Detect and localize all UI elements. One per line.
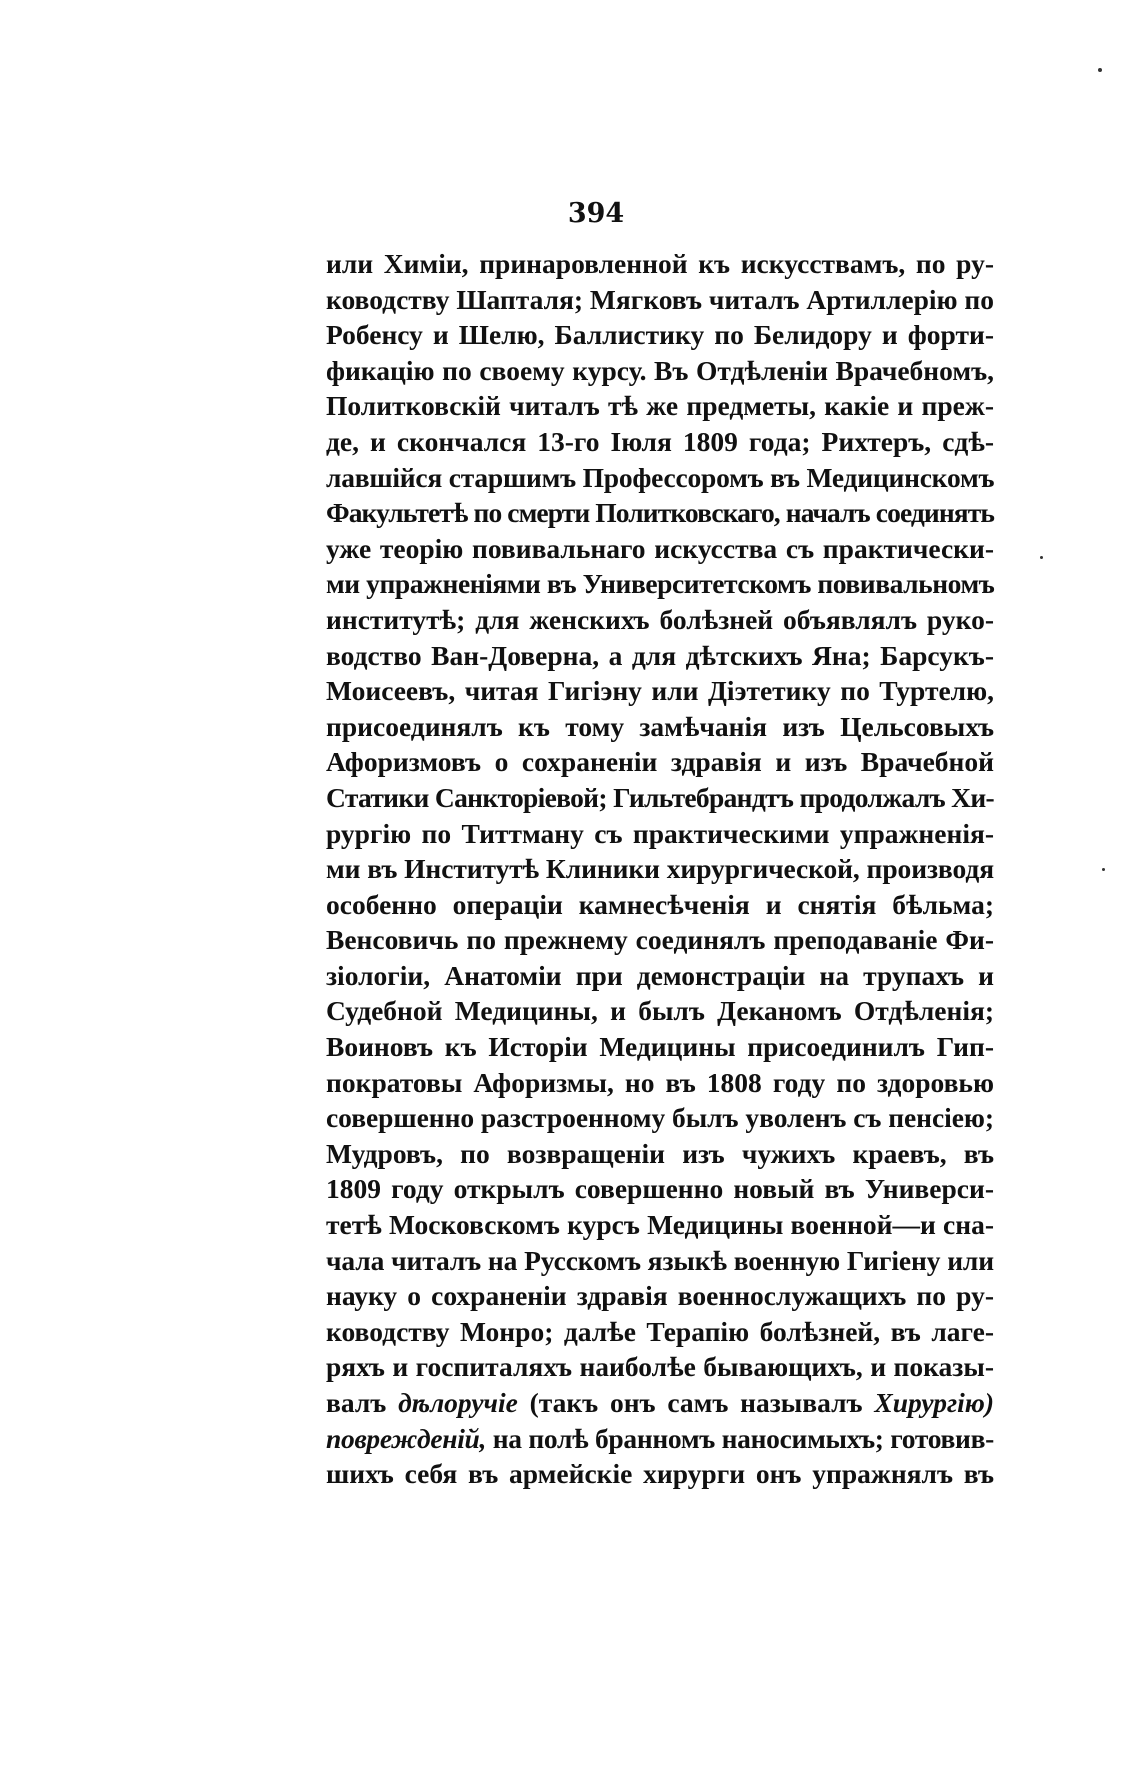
- text-line: [326, 1207, 994, 1243]
- text-run: Политковскій читалъ тѣ же предметы, какіе и преж-: [326, 390, 994, 422]
- text-run: рургію по Титтману съ практическими упражненія-: [326, 817, 994, 849]
- text-run: совершенно разстроенному былъ уволенъ съ пенсіею;: [326, 1102, 995, 1134]
- text-line: [326, 1314, 994, 1350]
- text-run: или Химіи, принаровленной къ искусствамъ, по ру-: [326, 248, 994, 279]
- text-line: [326, 780, 994, 816]
- text-run: де, и скончался 13-го Іюля 1809 года; Рихтеръ, сдѣ-: [326, 425, 994, 457]
- text-line: [326, 958, 994, 994]
- text-run: особенно операціи камнесѣченія и снятія бѣльма;: [326, 888, 994, 920]
- text-run: ководству Монро; далѣе Терапію болѣзней, въ лаге-: [326, 1315, 994, 1347]
- print-speck: [1098, 68, 1102, 72]
- text-run: на полѣ бранномъ наносимыхъ; готовив-: [486, 1422, 994, 1454]
- text-line: [326, 317, 994, 353]
- text-run: Судебной Медицины, и былъ Деканомъ Отдѣленія;: [326, 995, 994, 1027]
- text-line: [326, 744, 994, 780]
- text-run: фикацію по своему курсу. Въ Отдѣленіи Врачебномъ,: [326, 354, 994, 386]
- text-run: пократовы Афоризмы, но въ 1808 году по здоровью: [326, 1066, 994, 1098]
- text-line: [326, 1136, 994, 1172]
- text-line: [326, 851, 994, 887]
- text-line: [326, 1243, 994, 1279]
- text-run: ководству Шапталя; Мягковъ читалъ Артиллерію по: [326, 283, 995, 315]
- text-line: [326, 922, 994, 958]
- text-run: тетѣ Московскомъ курсъ Медицины военной—и сна-: [326, 1209, 994, 1241]
- text-line: [326, 1278, 994, 1314]
- text-run: лавшійся старшимъ Профессоромъ въ Медицинскомъ: [326, 461, 995, 493]
- text-line: [326, 673, 994, 709]
- text-line: [326, 1171, 994, 1207]
- text-run: ми упражненіями въ Университетскомъ повивальномъ: [326, 568, 995, 600]
- text-run: уже теорію повивальнаго искусства съ практически-: [326, 532, 994, 564]
- italic-text: поврежденій,: [326, 1422, 487, 1454]
- text-run: шихъ себя въ армейскіе хирурги онъ упражнялъ въ: [326, 1458, 994, 1490]
- text-line: [326, 1421, 994, 1457]
- text-run: валъ: [326, 1387, 399, 1418]
- italic-text: Хирургію): [874, 1387, 995, 1418]
- text-line: [326, 1065, 994, 1101]
- text-run: Венсовичь по прежнему соединялъ преподаваніе Фи-: [326, 924, 994, 956]
- text-line: [326, 993, 994, 1029]
- text-run: зіологіи, Анатоміи при демонстраціи на трупахъ и: [326, 959, 994, 991]
- text-line: [326, 566, 994, 602]
- text-line: [326, 246, 994, 282]
- body-text: [326, 246, 994, 1492]
- text-line: [326, 495, 994, 531]
- text-run: науку о сохраненіи здравія военнослужащихъ по ру-: [326, 1280, 994, 1312]
- print-speck: [1040, 556, 1043, 559]
- text-line: [326, 531, 994, 567]
- text-line: [326, 424, 994, 460]
- text-line: [326, 638, 994, 674]
- text-run: 1809 году открылъ совершенно новый въ Универси-: [326, 1173, 994, 1205]
- text-line: [326, 816, 994, 852]
- text-run: ми въ Институтѣ Клиники хирургической, производя: [326, 853, 994, 885]
- text-line: [326, 388, 994, 424]
- text-line: [326, 353, 994, 389]
- text-run: присоединялъ къ тому замѣчанія изъ Цельсовыхъ: [326, 710, 994, 742]
- text-run: Мудровъ, по возвращеніи изъ чужихъ краевъ, въ: [326, 1137, 994, 1169]
- text-line: [326, 1029, 994, 1065]
- text-run: водство Ван-Доверна, а для дѣтскихъ Яна; Барсукъ-: [326, 639, 994, 671]
- text-line: [326, 1456, 994, 1492]
- text-run: Афоризмовъ о сохраненіи здравія и изъ Врачебной: [326, 746, 994, 778]
- text-run: Моисеевъ, читая Гигіэну или Діэтетику по Туртелю,: [326, 675, 994, 707]
- text-line: [326, 282, 994, 318]
- text-line: [326, 460, 994, 496]
- text-line: [326, 887, 994, 923]
- text-run: (такъ онъ самъ называлъ: [517, 1387, 875, 1418]
- text-run: ряхъ и госпиталяхъ наиболѣе бывающихъ, и показы-: [326, 1351, 994, 1383]
- text-line: [326, 1385, 994, 1421]
- text-line: [326, 1349, 994, 1385]
- text-run: Факультетѣ по смерти Политковскаго, началъ соединять: [326, 497, 994, 529]
- text-line: [326, 709, 994, 745]
- text-line: [326, 602, 994, 638]
- text-run: Воиновъ къ Исторіи Медицины присоединилъ Гип-: [326, 1031, 994, 1063]
- print-speck: [1102, 868, 1105, 871]
- text-run: Статики Санкторіевой; Гильтебрандтъ продолжалъ Хи-: [326, 781, 994, 813]
- text-run: Робенсу и Шелю, Баллистику по Белидору и форти-: [326, 319, 994, 351]
- text-run: чала читалъ на Русскомъ языкѣ военную Гигіену или: [326, 1244, 994, 1276]
- text-line: [326, 1100, 994, 1136]
- italic-text: дѣлоручіе: [398, 1387, 518, 1418]
- page-number: 394: [567, 198, 625, 229]
- text-run: институтѣ; для женскихъ болѣзней объявлялъ руко-: [326, 603, 994, 635]
